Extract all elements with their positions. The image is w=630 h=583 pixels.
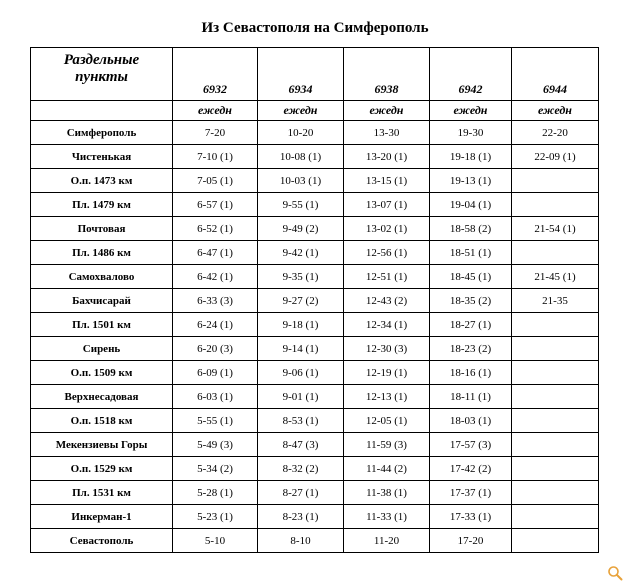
time-cell: [512, 193, 599, 217]
time-cell: 11-38 (1): [344, 481, 430, 505]
time-cell: 8-53 (1): [258, 409, 344, 433]
station-name: Симферополь: [31, 121, 173, 145]
table-row: [31, 481, 599, 505]
table-row: [31, 385, 599, 409]
time-cell: 19-04 (1): [430, 193, 512, 217]
train-number: 6942: [430, 48, 512, 101]
table-row: [31, 457, 599, 481]
frequency-cell: ежедн: [430, 101, 512, 121]
time-cell: [512, 385, 599, 409]
time-cell: 6-03 (1): [173, 385, 258, 409]
table-row: [31, 505, 599, 529]
train-number: 6944: [512, 48, 599, 101]
time-cell: 13-30: [344, 121, 430, 145]
station-name: О.п. 1518 км: [31, 409, 173, 433]
time-cell: [512, 313, 599, 337]
station-name: Пл. 1479 км: [31, 193, 173, 217]
time-cell: 10-08 (1): [258, 145, 344, 169]
time-cell: 18-51 (1): [430, 241, 512, 265]
time-cell: 11-59 (3): [344, 433, 430, 457]
station-name: О.п. 1509 км: [31, 361, 173, 385]
time-cell: 5-49 (3): [173, 433, 258, 457]
station-name: Бахчисарай: [31, 289, 173, 313]
time-cell: 9-06 (1): [258, 361, 344, 385]
table-row: [31, 241, 599, 265]
time-cell: 8-47 (3): [258, 433, 344, 457]
table-row: [31, 217, 599, 241]
time-cell: [512, 169, 599, 193]
magnifier-icon[interactable]: [607, 565, 623, 581]
time-cell: 13-20 (1): [344, 145, 430, 169]
station-column-header: [31, 48, 173, 101]
time-cell: 5-34 (2): [173, 457, 258, 481]
station-header-line1: Раздельные: [63, 52, 140, 68]
station-header-line2: пункты: [75, 69, 128, 85]
time-cell: 12-43 (2): [344, 289, 430, 313]
time-cell: 8-32 (2): [258, 457, 344, 481]
station-name: Сирень: [31, 337, 173, 361]
time-cell: 12-56 (1): [344, 241, 430, 265]
train-number: 6938: [344, 48, 430, 101]
time-cell: 5-23 (1): [173, 505, 258, 529]
time-cell: 19-13 (1): [430, 169, 512, 193]
time-cell: [512, 361, 599, 385]
table-row: [31, 265, 599, 289]
train-number: 6932: [173, 48, 258, 101]
time-cell: 18-16 (1): [430, 361, 512, 385]
table-row: [31, 361, 599, 385]
frequency-row: [31, 101, 599, 121]
time-cell: 22-09 (1): [512, 145, 599, 169]
time-cell: 5-28 (1): [173, 481, 258, 505]
time-cell: 8-27 (1): [258, 481, 344, 505]
time-cell: 19-30: [430, 121, 512, 145]
time-cell: 22-20: [512, 121, 599, 145]
time-cell: 13-07 (1): [344, 193, 430, 217]
time-cell: 6-24 (1): [173, 313, 258, 337]
time-cell: 12-13 (1): [344, 385, 430, 409]
station-name: Мекензиевы Горы: [31, 433, 173, 457]
time-cell: 7-20: [173, 121, 258, 145]
time-cell: 12-34 (1): [344, 313, 430, 337]
time-cell: 17-57 (3): [430, 433, 512, 457]
time-cell: 9-01 (1): [258, 385, 344, 409]
time-cell: 11-33 (1): [344, 505, 430, 529]
time-cell: 11-20: [344, 529, 430, 553]
time-cell: 13-15 (1): [344, 169, 430, 193]
frequency-cell: ежедн: [258, 101, 344, 121]
station-name: О.п. 1529 км: [31, 457, 173, 481]
time-cell: [512, 433, 599, 457]
station-name: Чистенькая: [31, 145, 173, 169]
time-cell: 6-09 (1): [173, 361, 258, 385]
time-cell: 12-05 (1): [344, 409, 430, 433]
time-cell: [512, 409, 599, 433]
time-cell: 13-02 (1): [344, 217, 430, 241]
time-cell: 5-10: [173, 529, 258, 553]
time-cell: [512, 241, 599, 265]
station-name: О.п. 1473 км: [31, 169, 173, 193]
time-cell: 9-55 (1): [258, 193, 344, 217]
time-cell: 9-35 (1): [258, 265, 344, 289]
time-cell: 7-05 (1): [173, 169, 258, 193]
table-row: [31, 145, 599, 169]
table-row: [31, 313, 599, 337]
frequency-cell: ежедн: [344, 101, 430, 121]
table-row: [31, 409, 599, 433]
time-cell: 9-18 (1): [258, 313, 344, 337]
time-cell: 10-03 (1): [258, 169, 344, 193]
frequency-cell: ежедн: [173, 101, 258, 121]
table-row: [31, 337, 599, 361]
table-row: [31, 289, 599, 313]
time-cell: [512, 481, 599, 505]
frequency-station-blank: [31, 101, 173, 121]
time-cell: 18-45 (1): [430, 265, 512, 289]
time-cell: [512, 529, 599, 553]
time-cell: 17-20: [430, 529, 512, 553]
station-name: Почтовая: [31, 217, 173, 241]
time-cell: 21-54 (1): [512, 217, 599, 241]
time-cell: 18-35 (2): [430, 289, 512, 313]
train-number: 6934: [258, 48, 344, 101]
frequency-cell: ежедн: [512, 101, 599, 121]
page-title: Из Севастополя на Симферополь: [201, 20, 429, 36]
time-cell: 8-23 (1): [258, 505, 344, 529]
time-cell: 10-20: [258, 121, 344, 145]
time-cell: 6-52 (1): [173, 217, 258, 241]
time-cell: [512, 457, 599, 481]
time-cell: 12-19 (1): [344, 361, 430, 385]
table-row: [31, 193, 599, 217]
time-cell: 12-30 (3): [344, 337, 430, 361]
time-cell: [512, 337, 599, 361]
timetable: [30, 47, 599, 553]
station-name: Пл. 1531 км: [31, 481, 173, 505]
time-cell: 21-35: [512, 289, 599, 313]
table-row: [31, 121, 599, 145]
time-cell: 8-10: [258, 529, 344, 553]
time-cell: [512, 505, 599, 529]
time-cell: 18-11 (1): [430, 385, 512, 409]
time-cell: 5-55 (1): [173, 409, 258, 433]
time-cell: 21-45 (1): [512, 265, 599, 289]
table-row: [31, 433, 599, 457]
time-cell: 18-27 (1): [430, 313, 512, 337]
time-cell: 6-47 (1): [173, 241, 258, 265]
time-cell: 9-14 (1): [258, 337, 344, 361]
time-cell: 6-42 (1): [173, 265, 258, 289]
station-name: Севастополь: [31, 529, 173, 553]
table-row: [31, 169, 599, 193]
time-cell: 7-10 (1): [173, 145, 258, 169]
time-cell: 19-18 (1): [430, 145, 512, 169]
station-name: Инкерман-1: [31, 505, 173, 529]
time-cell: 9-27 (2): [258, 289, 344, 313]
table-row: [31, 529, 599, 553]
time-cell: 9-49 (2): [258, 217, 344, 241]
time-cell: 18-23 (2): [430, 337, 512, 361]
time-cell: 18-03 (1): [430, 409, 512, 433]
time-cell: 9-42 (1): [258, 241, 344, 265]
time-cell: 6-20 (3): [173, 337, 258, 361]
time-cell: 12-51 (1): [344, 265, 430, 289]
station-name: Пл. 1486 км: [31, 241, 173, 265]
time-cell: 17-42 (2): [430, 457, 512, 481]
station-name: Верхнесадовая: [31, 385, 173, 409]
time-cell: 17-37 (1): [430, 481, 512, 505]
time-cell: 11-44 (2): [344, 457, 430, 481]
time-cell: 18-58 (2): [430, 217, 512, 241]
time-cell: 6-57 (1): [173, 193, 258, 217]
time-cell: 6-33 (3): [173, 289, 258, 313]
station-name: Пл. 1501 км: [31, 313, 173, 337]
time-cell: 17-33 (1): [430, 505, 512, 529]
station-name: Самохвалово: [31, 265, 173, 289]
header-row: [31, 48, 599, 101]
